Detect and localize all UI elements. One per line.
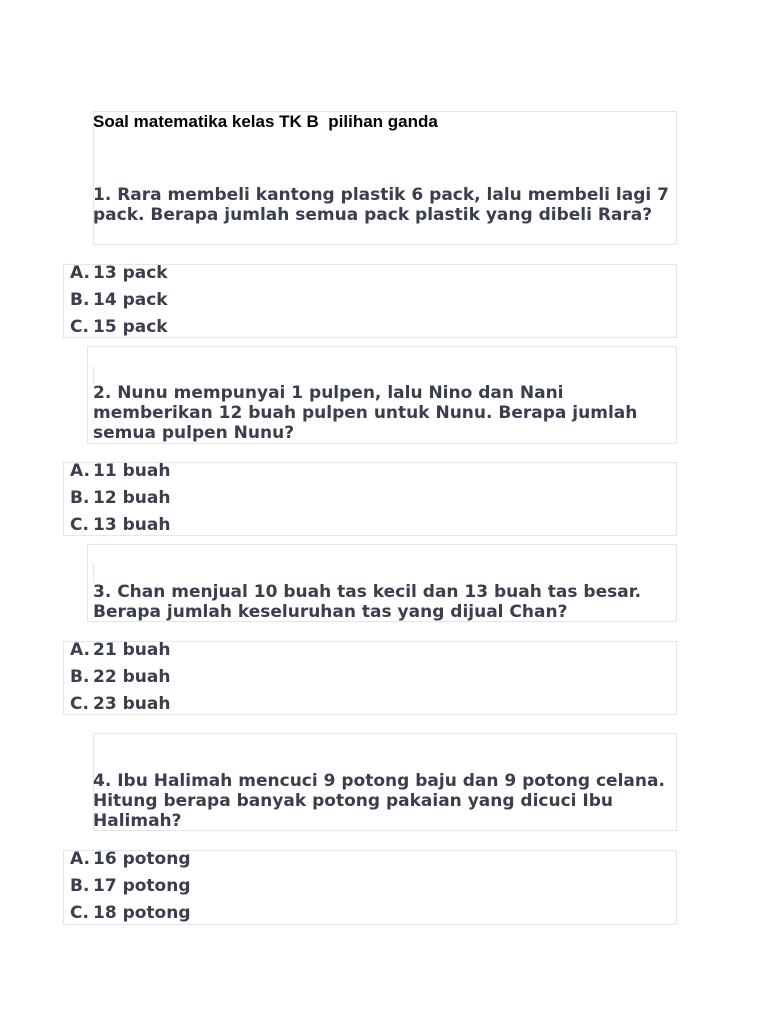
option-text: 16 potong <box>93 849 191 869</box>
option-letter: C. <box>70 515 89 535</box>
question-3-text: 3. Chan menjual 10 buah tas kecil dan 13 buah tas besar. Berapa jumlah keseluruhan tas yang dijual Chan? <box>93 582 642 622</box>
question-4-text: 4. Ibu Halimah mencuci 9 potong baju dan 9 potong celana. Hitung berapa banyak potong pakaian yang dicuci Ibu Halimah? <box>93 771 665 831</box>
option-2b[interactable] <box>70 488 170 508</box>
option-letter: A. <box>70 461 90 481</box>
option-1c[interactable] <box>70 317 168 337</box>
option-text: 13 buah <box>93 515 171 535</box>
option-text: 14 pack <box>93 290 168 310</box>
option-text: 18 potong <box>93 903 191 923</box>
option-text: 13 pack <box>93 263 168 283</box>
text-cursor-mark <box>93 564 94 582</box>
option-text: 12 buah <box>93 488 171 508</box>
page-title: Soal matematika kelas TK B pilihan ganda <box>93 112 438 131</box>
option-1b[interactable] <box>70 290 168 310</box>
text-cursor-mark <box>93 366 94 384</box>
option-letter: B. <box>70 876 90 896</box>
question-1-text: 1. Rara membeli kantong plastik 6 pack, lalu membeli lagi 7 pack. Berapa jumlah semua pack plastik yang dibeli Rara? <box>93 185 669 225</box>
option-text: 15 pack <box>93 317 168 337</box>
option-letter: C. <box>70 694 89 714</box>
option-2c[interactable] <box>70 515 170 535</box>
option-text: 21 buah <box>93 640 171 660</box>
option-letter: A. <box>70 640 90 660</box>
option-4a[interactable] <box>70 849 191 869</box>
option-1a[interactable] <box>70 263 168 283</box>
option-3a[interactable] <box>70 640 170 660</box>
option-text: 23 buah <box>93 694 171 714</box>
option-text: 11 buah <box>93 461 171 481</box>
option-letter: C. <box>70 317 89 337</box>
option-letter: A. <box>70 263 90 283</box>
option-letter: A. <box>70 849 90 869</box>
option-letter: B. <box>70 667 90 687</box>
option-text: 17 potong <box>93 876 191 896</box>
option-text: 22 buah <box>93 667 171 687</box>
option-letter: B. <box>70 290 90 310</box>
question-2-text: 2. Nunu mempunyai 1 pulpen, lalu Nino dan Nani memberikan 12 buah pulpen untuk Nunu. Berapa jumlah semua pulpen Nunu? <box>93 383 638 443</box>
option-letter: B. <box>70 488 90 508</box>
option-3c[interactable] <box>70 694 170 714</box>
option-letter: C. <box>70 903 89 923</box>
option-4b[interactable] <box>70 876 191 896</box>
option-3b[interactable] <box>70 667 170 687</box>
option-2a[interactable] <box>70 461 170 481</box>
option-4c[interactable] <box>70 903 191 923</box>
